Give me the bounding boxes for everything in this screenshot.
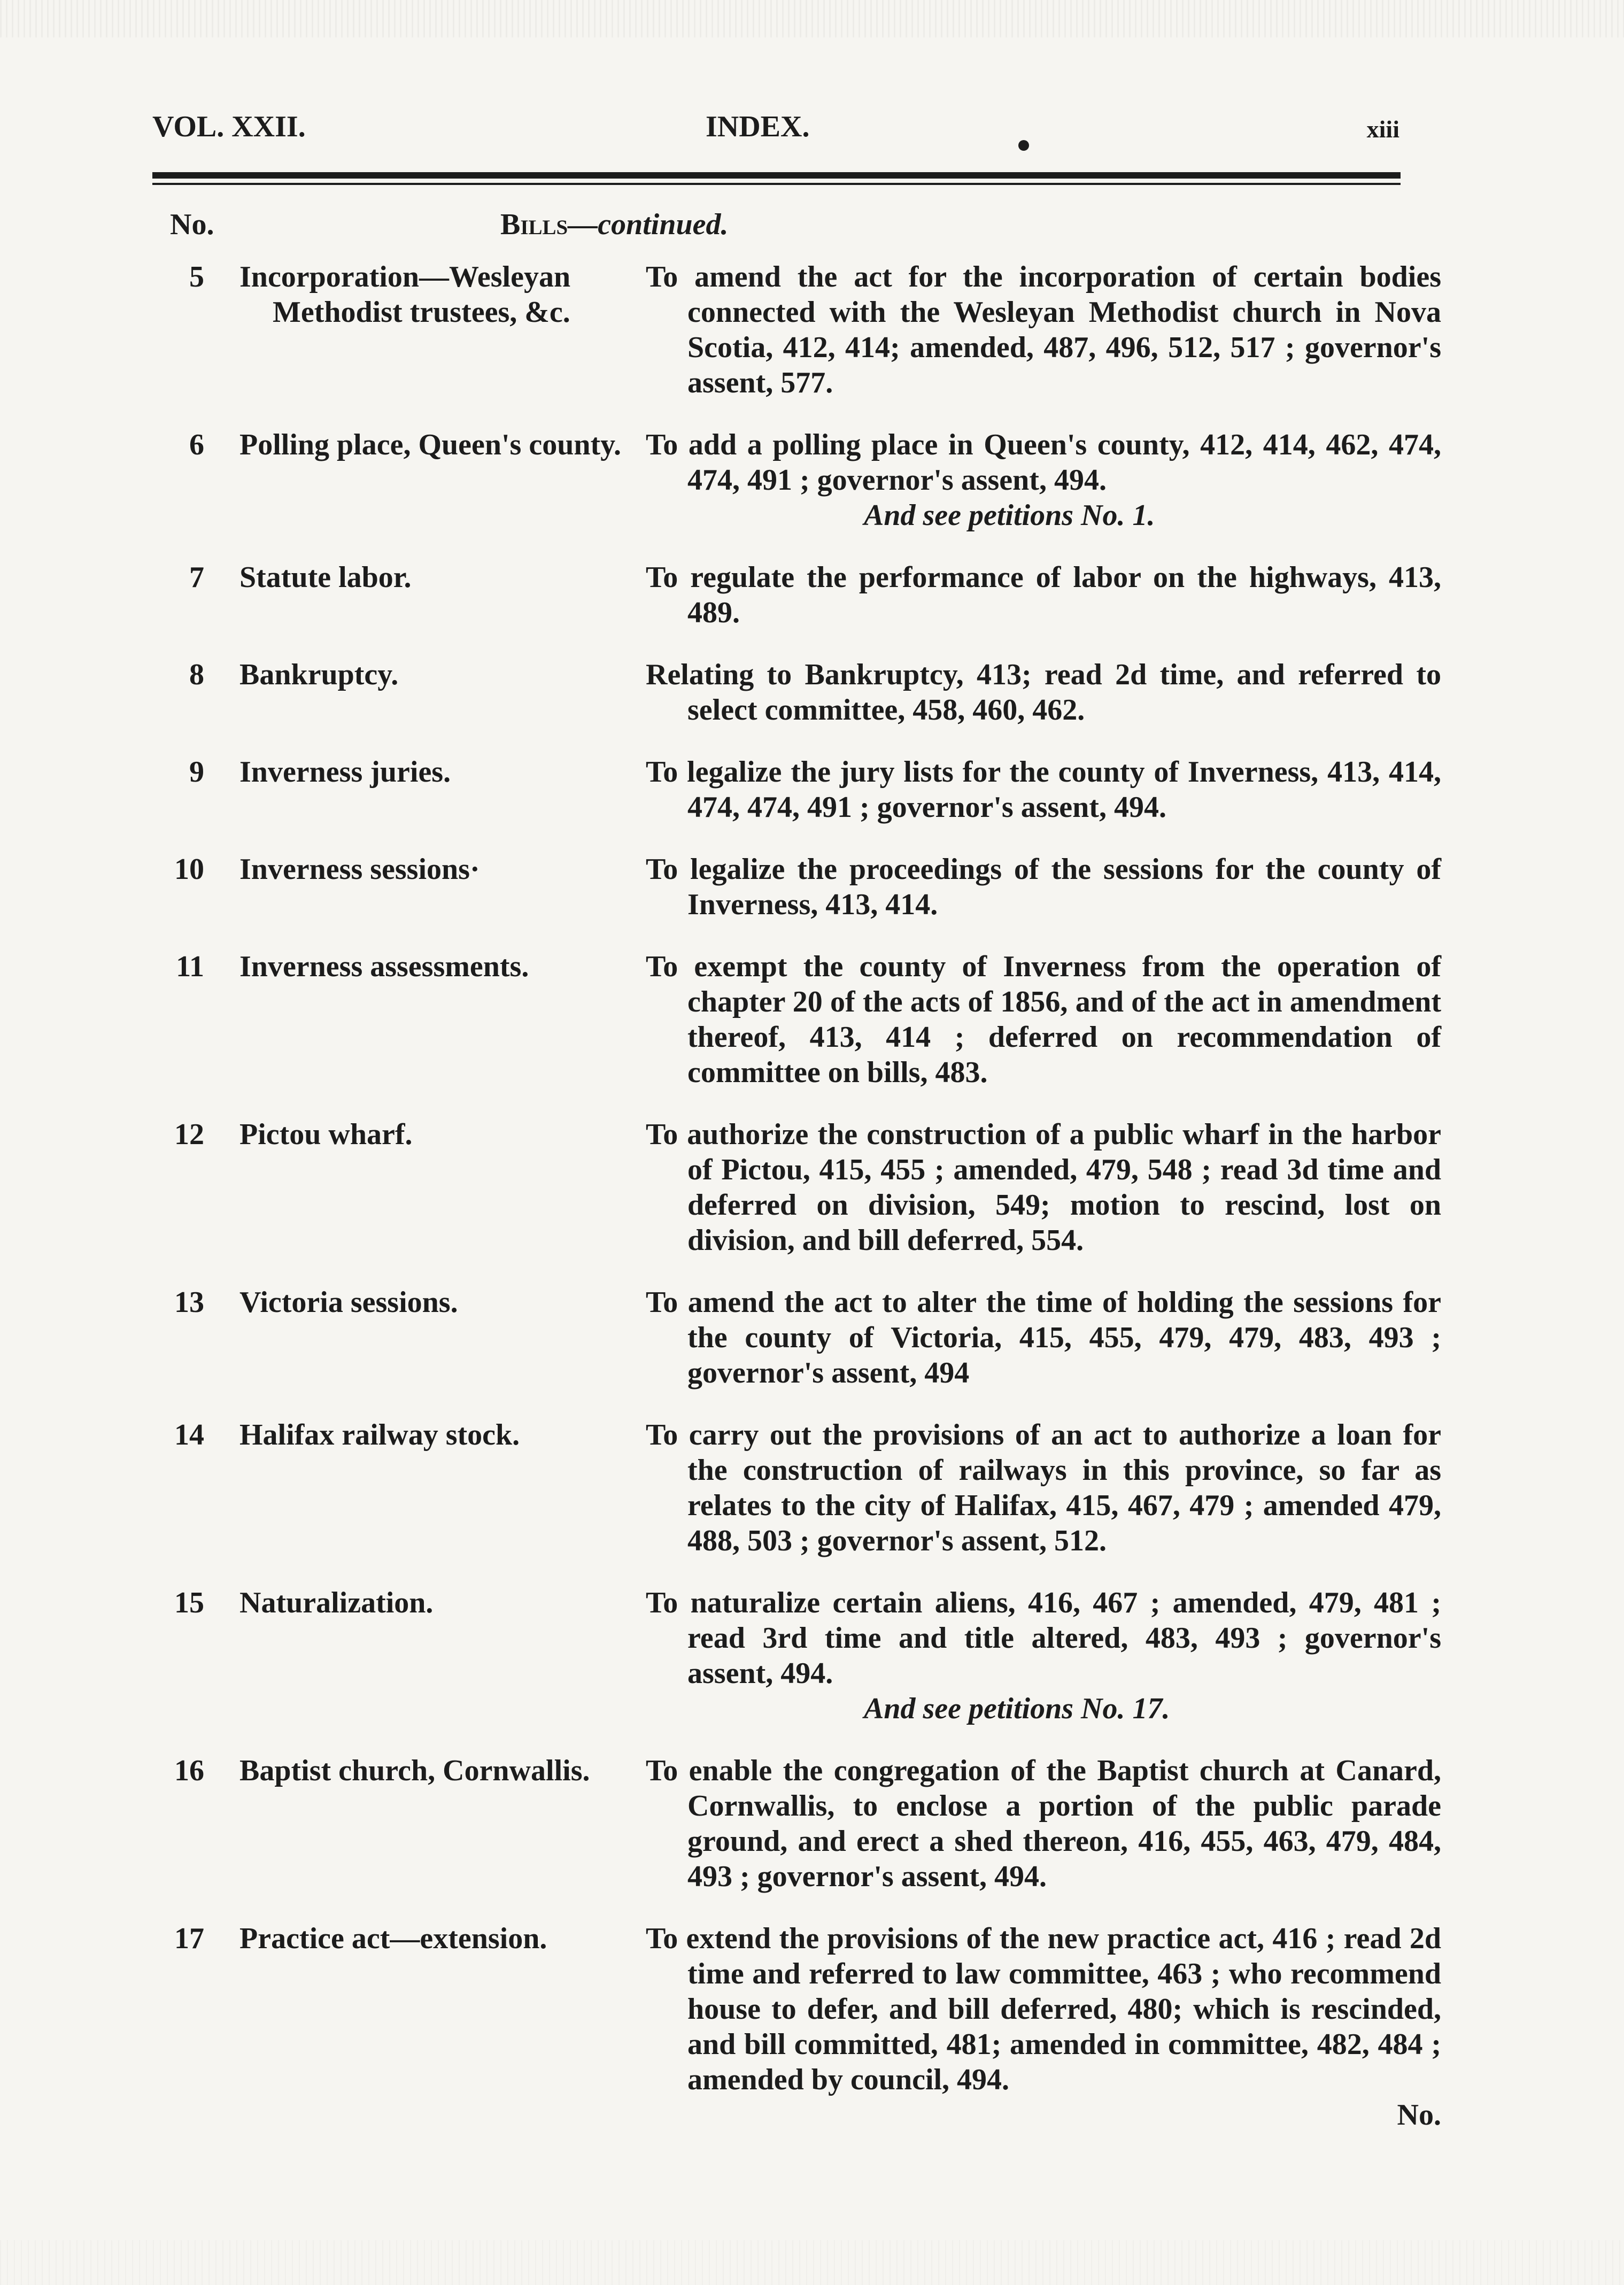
see-also-reference: And see petitions No. 1. (864, 499, 1155, 532)
entry-text: To legalize the jury lists for the county of Inverness, 413, 414, 474, 474, 491 ; governor's assent, 494. (646, 755, 1441, 824)
entry-text: To exempt the county of Inverness from the operation of chapter 20 of the acts of 1856, and of the act in amendment thereof, 413, 414 ; deferred on recommendation of committee on bills, 483. (646, 950, 1441, 1089)
entry-description (646, 1417, 1441, 1558)
entry-text: To authorize the construction of a public wharf in the harbor of Pictou, 415, 455 ; amended, 479, 548 ; read 3d time and deferred on division, 549; motion to rescind, lost on division, and bill deferred, 554. (646, 1118, 1441, 1257)
entry-subject: Bankruptcy. (239, 658, 399, 691)
entry-number: 6 (189, 428, 204, 461)
entry-number: 13 (174, 1286, 204, 1319)
entry-description (646, 259, 1441, 400)
index-entry (0, 259, 1624, 400)
entry-description (646, 427, 1441, 533)
entry-text: To regulate the performance of labor on the highways, 413, 489. (646, 561, 1441, 629)
section-heading (500, 207, 729, 242)
entry-description (646, 1117, 1441, 1258)
volume-label: VOL. XXII. (152, 110, 306, 143)
entry-number: 5 (189, 260, 204, 294)
section-suffix: —continued. (568, 208, 729, 241)
entry-number: 14 (174, 1418, 204, 1452)
entry-description (646, 949, 1441, 1090)
entry-subject: Baptist church, Cornwallis. (239, 1754, 590, 1787)
entry-subject: Incorporation—Wesleyan Methodist trustees, &c. (239, 260, 571, 329)
entry-description (646, 560, 1441, 630)
entry-text: To enable the congregation of the Baptist church at Canard, Cornwallis, to enclose a portion of the public parade ground, and erect a shed thereon, 416, 455, 463, 479, 484, 493 ; governor's assent, 494. (646, 1754, 1441, 1893)
entry-number: 8 (189, 658, 204, 691)
entry-text: To amend the act for the incorporation of certain bodies connected with the Wesleyan Methodist church in Nova Scotia, 412, 414; amended, 487, 496, 512, 517 ; governor's assent, 577. (646, 260, 1441, 399)
index-entry (0, 1417, 1624, 1558)
entry-subject: Pictou wharf. (239, 1118, 413, 1151)
index-entry (0, 427, 1624, 533)
entry-number: 12 (174, 1118, 204, 1151)
header-rule-thick (152, 172, 1401, 179)
entry-number: 7 (189, 561, 204, 594)
entry-number: 9 (189, 755, 204, 789)
entry-number: 16 (174, 1754, 204, 1787)
entry-description (646, 1285, 1441, 1391)
index-entry (0, 657, 1624, 728)
entry-description (646, 852, 1441, 922)
entry-description (646, 1921, 1441, 2133)
entry-subject: Polling place, Queen's county. (239, 428, 622, 461)
header-rule-thin (152, 183, 1401, 185)
index-entry (0, 1117, 1624, 1258)
see-also-reference: And see petitions No. 17. (864, 1692, 1170, 1725)
running-header (0, 110, 1624, 158)
entry-description (646, 1753, 1441, 1894)
entry-subject: Inverness juries. (239, 755, 451, 789)
page-number: xiii (1366, 115, 1399, 143)
scan-noise-top (0, 0, 1624, 37)
number-column-label: No. (170, 208, 214, 241)
entry-description (646, 1585, 1441, 1726)
index-entry (0, 1753, 1624, 1894)
entry-description (646, 657, 1441, 728)
index-entry (0, 949, 1624, 1090)
index-entry (0, 1285, 1624, 1391)
index-entries (0, 259, 1624, 2159)
index-entry (0, 1921, 1624, 2133)
catchword: No. (1397, 2098, 1441, 2132)
index-entry (0, 754, 1624, 825)
section-name: Bills (500, 208, 568, 241)
entry-text: To legalize the proceedings of the sessions for the county of Inverness, 413, 414. (646, 853, 1441, 921)
entry-text: To extend the provisions of the new practice act, 416 ; read 2d time and referred to law committee, 463 ; who recommend house to defer, and bill deferred, 480; which is rescinded, and bill committed, 481; amended in committee, 482, 484 ; amended by council, 494. (646, 1922, 1441, 2096)
entry-subject: Practice act—extension. (239, 1922, 547, 1955)
entry-text: To naturalize certain aliens, 416, 467 ; amended, 479, 481 ; read 3rd time and title altered, 483, 493 ; governor's assent, 494. (646, 1586, 1441, 1690)
entry-number: 10 (174, 853, 204, 886)
entry-number: 15 (174, 1586, 204, 1619)
entry-subject: Inverness sessions· (239, 853, 480, 886)
index-entry (0, 560, 1624, 630)
entry-number: 17 (174, 1922, 204, 1955)
entry-text: To carry out the provisions of an act to authorize a loan for the construction of railways in this province, so far as relates to the city of Halifax, 415, 467, 479 ; amended 479, 488, 503 ; governor's assent, 512. (646, 1418, 1441, 1557)
entry-subject: Statute labor. (239, 561, 412, 594)
entry-subject: Inverness assessments. (239, 950, 529, 983)
scan-noise-bottom (0, 2240, 1624, 2285)
entry-subject: Naturalization. (239, 1586, 434, 1619)
page-title: INDEX. (706, 110, 810, 143)
dot-mark (1018, 140, 1029, 151)
entry-text: To add a polling place in Queen's county, 412, 414, 462, 474, 474, 491 ; governor's assent, 494. (646, 428, 1441, 497)
entry-text: Relating to Bankruptcy, 413; read 2d time, and referred to select committee, 458, 460, 462. (646, 658, 1441, 727)
entry-number: 11 (176, 950, 204, 983)
entry-description (646, 754, 1441, 825)
entry-subject: Victoria sessions. (239, 1286, 458, 1319)
entry-text: To amend the act to alter the time of holding the sessions for the county of Victoria, 415, 455, 479, 479, 483, 493 ; governor's assent, 494 (646, 1286, 1441, 1389)
entry-subject: Halifax railway stock. (239, 1418, 520, 1452)
index-entry (0, 1585, 1624, 1726)
index-entry (0, 852, 1624, 922)
